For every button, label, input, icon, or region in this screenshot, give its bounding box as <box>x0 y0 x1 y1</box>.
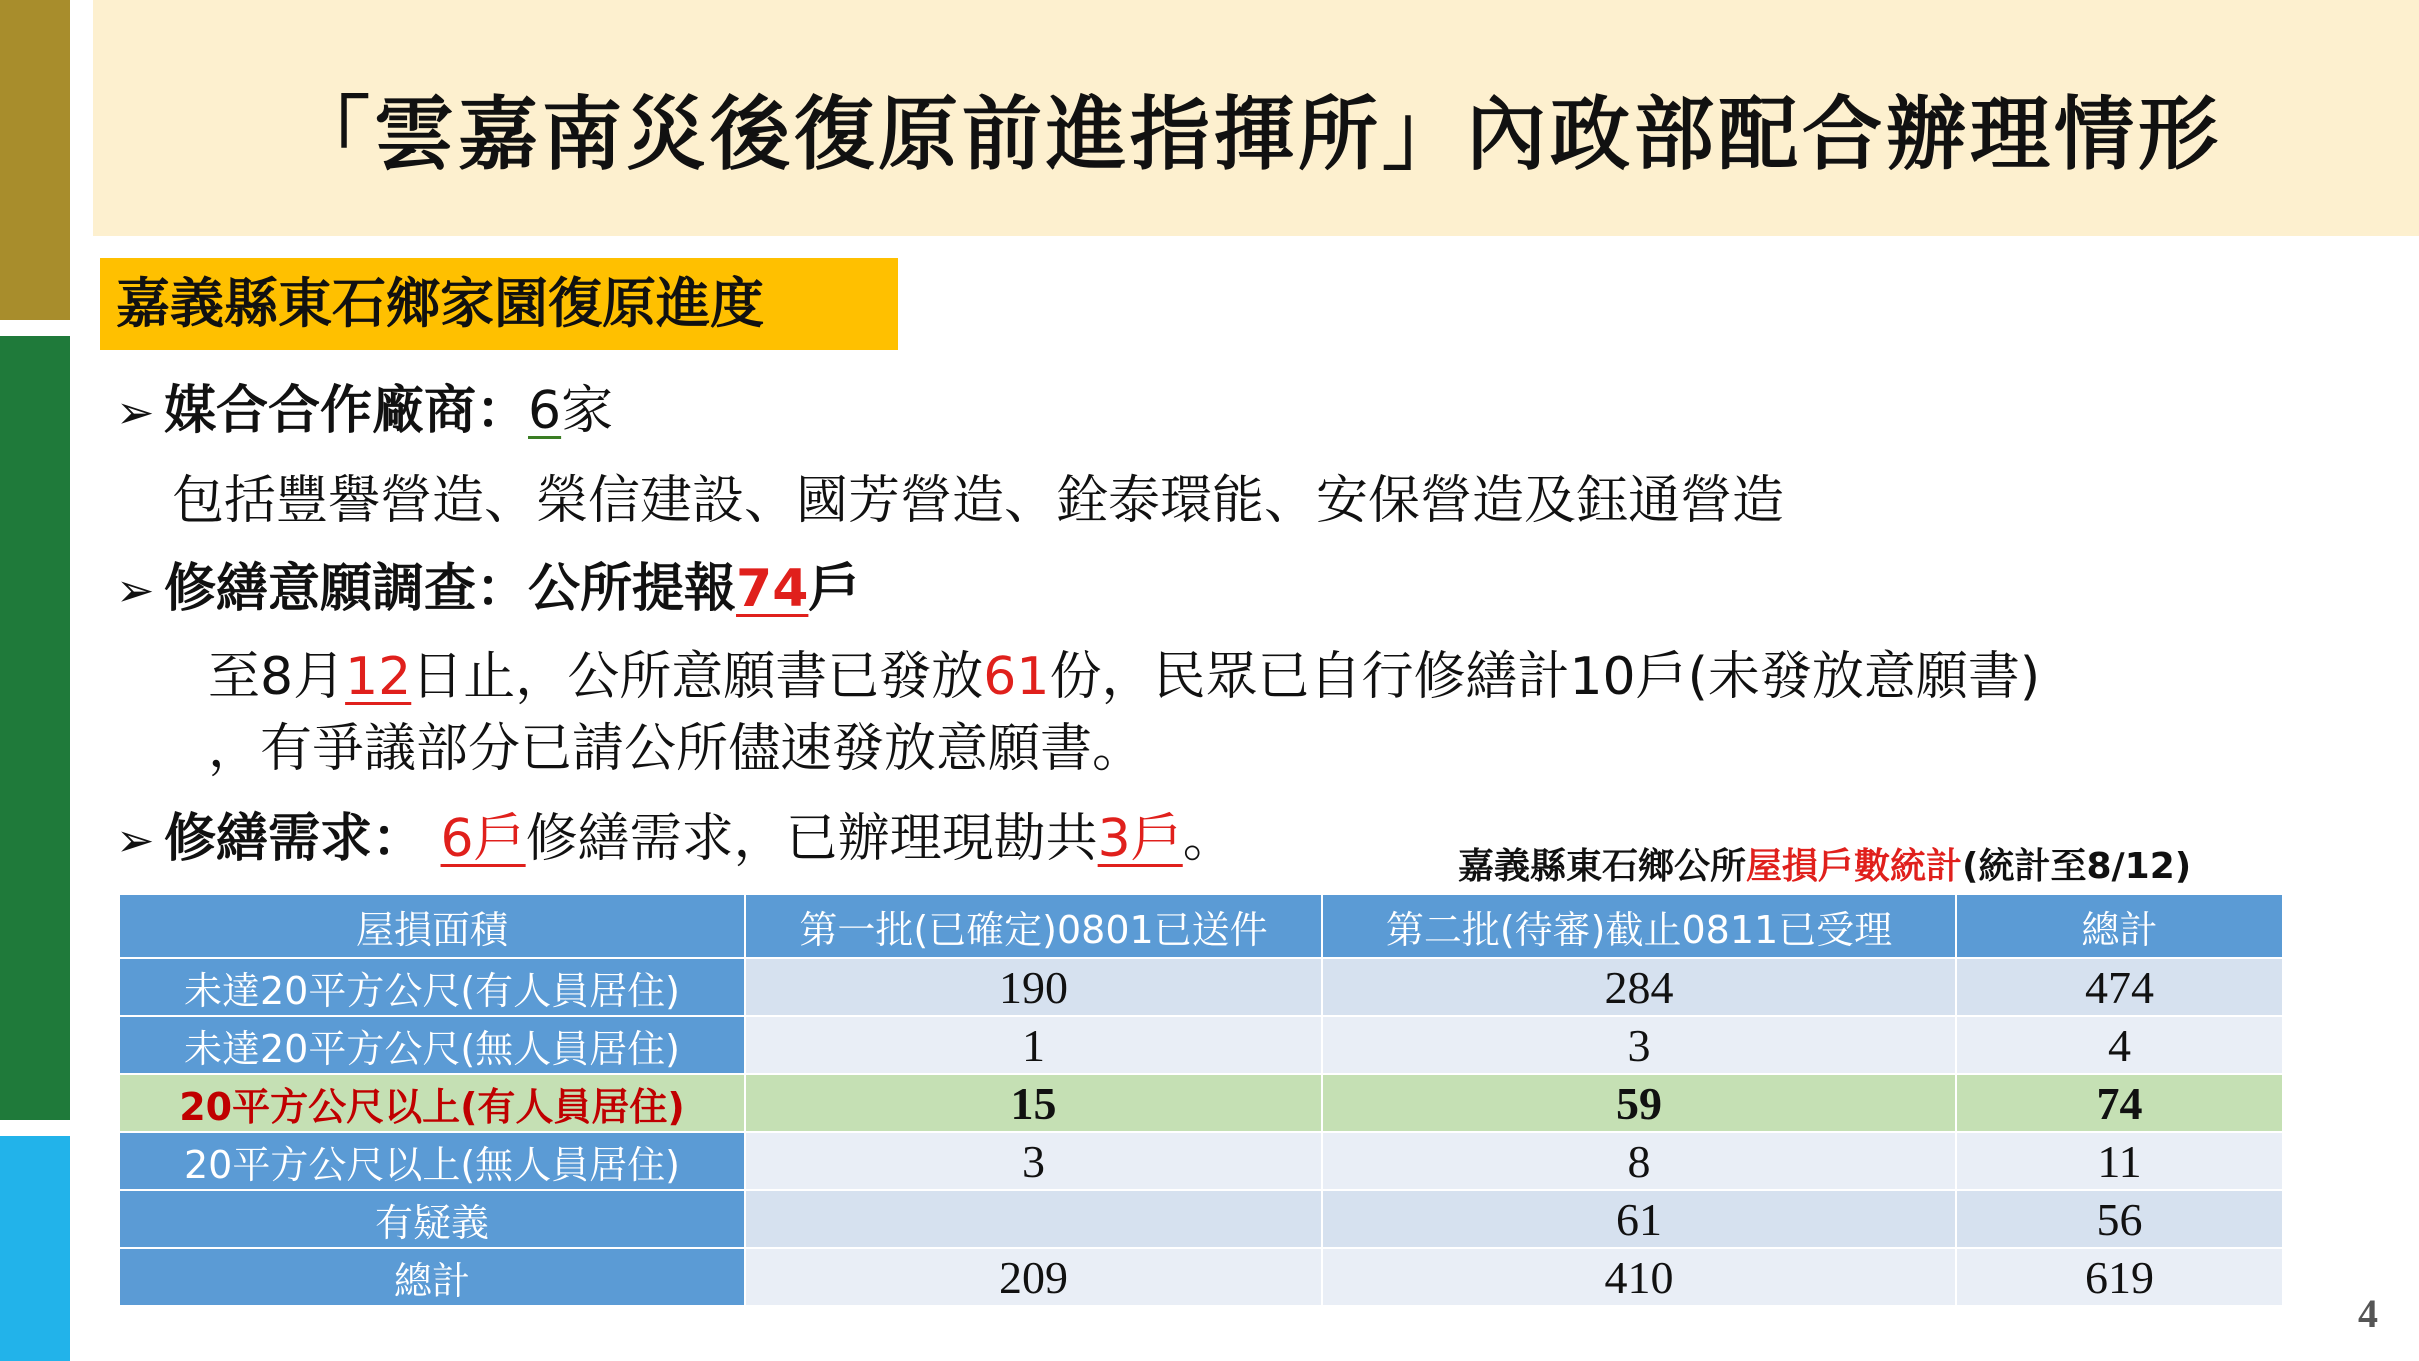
stat-title-text: 嘉義縣東石鄉公所 <box>1458 846 1747 887</box>
needs-text: 修繕需求，已辦理現勘共 <box>525 809 1098 869</box>
table-cell: 61 <box>1322 1190 1956 1248</box>
table-cell: 11 <box>1956 1132 2283 1190</box>
table-total-row <box>119 1248 2283 1306</box>
row-label: 20平方公尺以上(有人員居住) <box>119 1074 745 1132</box>
table-cell: 284 <box>1322 958 1956 1016</box>
arrow-bullet-icon: ➢ <box>116 813 155 867</box>
bullet-label: 媒合合作廠商： <box>164 381 529 441</box>
survey-detail-line2: ，有爭議部分已請公所儘速發放意願書。 <box>208 719 1145 779</box>
section-label: 嘉義縣東石鄉家園復原進度 <box>100 258 898 350</box>
table-cell: 59 <box>1322 1074 1956 1132</box>
bullet-needs <box>116 796 1235 871</box>
slide-title: 「雲嘉南災後復原前進指揮所」內政部配合辦理情形 <box>290 88 2222 181</box>
title-banner <box>93 0 2419 236</box>
needs-count: 6戶 <box>440 809 526 869</box>
bullet-survey <box>116 546 860 621</box>
row-label: 20平方公尺以上(無人員居住) <box>119 1132 745 1190</box>
survey-count: 74 <box>736 559 809 619</box>
column-header: 屋損面積 <box>119 894 745 958</box>
table-cell: 56 <box>1956 1190 2283 1248</box>
table-cell: 3 <box>1322 1016 1956 1074</box>
survey-text: 份，民眾已自行修繕計10戶(未發放意願書) <box>1049 647 2041 707</box>
page-number: 4 <box>2358 1291 2378 1336</box>
bullet-contractors <box>116 368 613 443</box>
table-cell: 619 <box>1956 1248 2283 1306</box>
arrow-bullet-icon: ➢ <box>116 563 155 617</box>
table-cell: 4 <box>1956 1016 2283 1074</box>
bullet-label: 修繕需求： <box>164 809 425 869</box>
gold-side-bar <box>0 0 70 320</box>
column-header: 第一批(已確定)0801已送件 <box>745 894 1322 958</box>
table-cell: 3 <box>745 1132 1322 1190</box>
contractor-unit: 家 <box>561 381 614 441</box>
survey-detail-line1 <box>208 634 2040 709</box>
blue-side-bar <box>0 1136 70 1361</box>
inspected-count: 3戶 <box>1097 809 1183 869</box>
survey-text: 至8月 <box>208 647 346 707</box>
table-cell: 209 <box>745 1248 1322 1306</box>
table-cell: 190 <box>745 958 1322 1016</box>
table-row <box>119 1190 2283 1248</box>
green-side-bar <box>0 336 70 1120</box>
survey-text: 日止，公所意願書已發放 <box>411 647 984 707</box>
column-header: 總計 <box>1956 894 2283 958</box>
contractor-count: 6 <box>528 381 562 441</box>
stat-title-highlight: 屋損戶數統計 <box>1746 846 1963 887</box>
bullet-label: 修繕意願調查：公所提報 <box>164 559 737 619</box>
table-cell: 74 <box>1956 1074 2283 1132</box>
table-row <box>119 1132 2283 1190</box>
table-cell <box>745 1190 1322 1248</box>
row-label: 未達20平方公尺(有人員居住) <box>119 958 745 1016</box>
table-cell: 1 <box>745 1016 1322 1074</box>
table-row <box>119 1016 2283 1074</box>
table-cell: 15 <box>745 1074 1322 1132</box>
table-header-row <box>119 894 2283 958</box>
table-row-highlighted <box>119 1074 2283 1132</box>
table-row <box>119 958 2283 1016</box>
table-cell: 8 <box>1322 1132 1956 1190</box>
table-cell: 410 <box>1322 1248 1956 1306</box>
stat-title-text: (統計至8/12) <box>1962 846 2192 887</box>
row-label: 有疑義 <box>119 1190 745 1248</box>
table-cell: 474 <box>1956 958 2283 1016</box>
column-header: 第二批(待審)截止0811已受理 <box>1322 894 1956 958</box>
row-label: 未達20平方公尺(無人員居住) <box>119 1016 745 1074</box>
contractor-list: 包括豐譽營造、榮信建設、國芳營造、銓泰環能、安保營造及鈺通營造 <box>172 471 1785 531</box>
arrow-bullet-icon: ➢ <box>116 385 155 439</box>
survey-day: 12 <box>345 647 412 707</box>
damage-statistics-table <box>118 893 2284 1307</box>
statistics-title <box>1458 838 2191 889</box>
needs-text: 。 <box>1182 809 1235 869</box>
row-label: 總計 <box>119 1248 745 1306</box>
issued-count: 61 <box>983 647 1050 707</box>
survey-unit: 戶 <box>808 559 861 619</box>
